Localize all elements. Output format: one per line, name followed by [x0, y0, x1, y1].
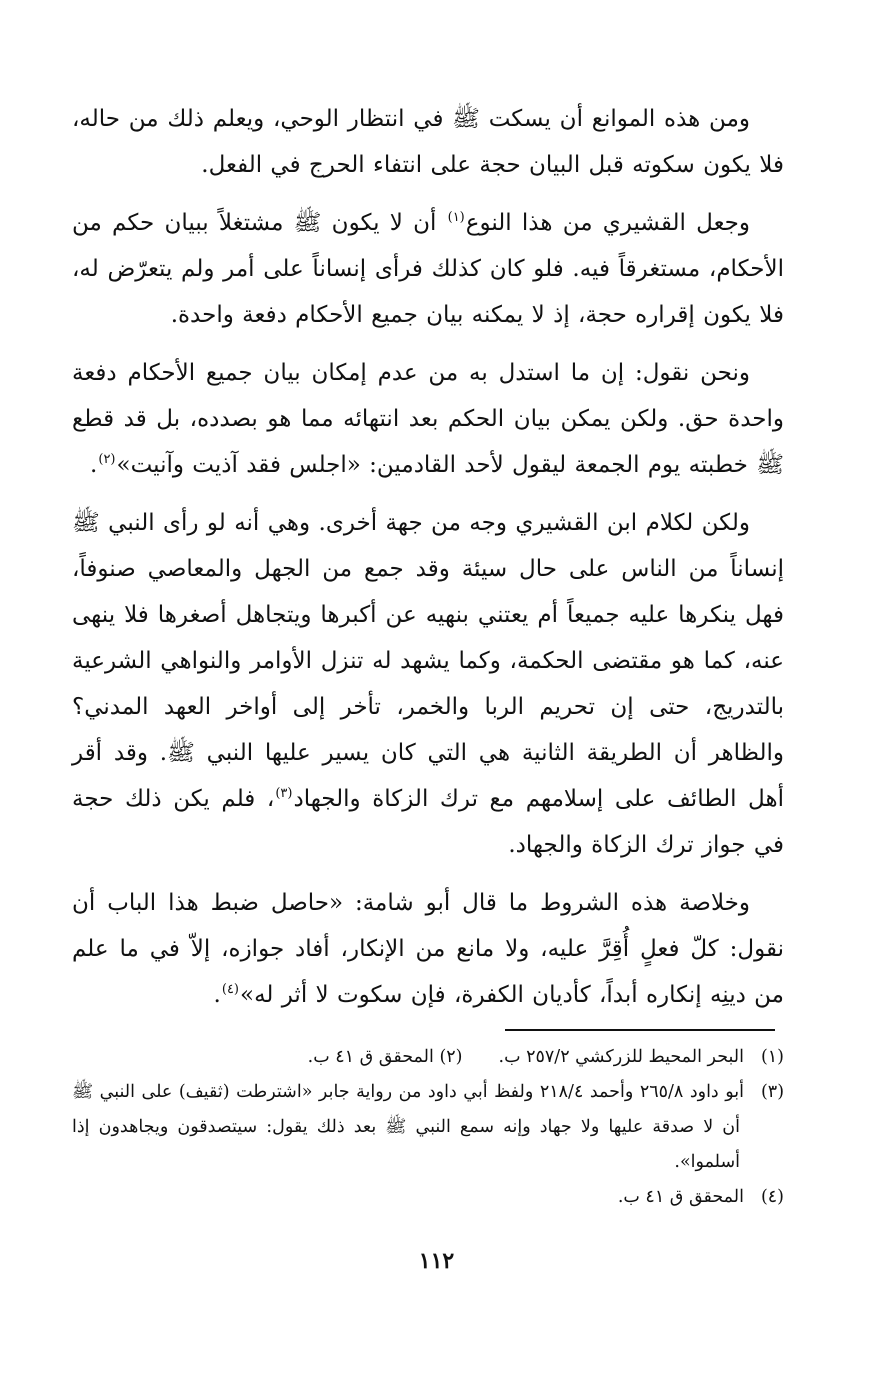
paragraph-text: . — [90, 452, 98, 478]
footnote-divider — [505, 1029, 775, 1031]
footnote-number: (٤) — [760, 1187, 784, 1207]
footnote-1 — [72, 1040, 784, 1075]
paragraph-text: وخلاصة هذه الشروط ما قال أبو شامة: «حاصل ضبط هذا الباب أن نقول: كلّ فعلٍ أُقِرَّ عليه، ولا مانع من الإنكار، أفاد جوازه، إلاّ في ما علم من دينِه إنكاره أبداً، كأديان الكفرة، فإن سكوت لا أثر له» — [72, 890, 784, 1008]
paragraph-1 — [72, 96, 784, 188]
paragraph-text: . — [213, 982, 221, 1008]
footnote-text: البحر المحيط للزركشي ٢٥٧/٢ ب. — [498, 1047, 744, 1067]
footnote-text: أبو داود ٢٦٥/٨ وأحمد ٢١٨/٤ ولفظ أبي داود من رواية جابر «اشترطت (ثقيف) على النبي ﷺ أن لا صدقة عليها ولا جهاد وإنه سمع النبي ﷺ بعد ذلك يقول: سيتصدقون ويجاهدون إذا أسلموا». — [72, 1082, 745, 1172]
paragraph-3 — [72, 350, 784, 488]
footnote-text: المحقق ق ٤١ ب. — [307, 1047, 434, 1067]
footnote-ref-3[interactable]: (٣) — [275, 786, 293, 802]
paragraph-text: ومن هذه الموانع أن يسكت ﷺ في انتظار الوحي، ويعلم ذلك من حاله، فلا يكون سكوته قبل البيان حجة على انتفاء الحرج في الفعل. — [72, 106, 784, 178]
main-text — [72, 96, 784, 1030]
paragraph-5 — [72, 880, 784, 1018]
paragraph-2 — [72, 200, 784, 338]
paragraph-text: وجعل القشيري من هذا النوع — [465, 210, 750, 236]
paragraph-4 — [72, 500, 784, 868]
paragraph-text: ونحن نقول: إن ما استدل به من عدم إمكان بيان جميع الأحكام دفعة واحدة حق. ولكن يمكن بيان الحكم بعد انتهائه مما هو بصدده، بل قد قطع ﷺ خطبته يوم الجمعة ليقول لأحد القادمين: «اجلس فقد آذيت وآنيت» — [72, 360, 784, 478]
footnote-number: (١) — [760, 1047, 784, 1067]
page-number: ١١٢ — [418, 1248, 455, 1274]
paragraph-text: ولكن لكلام ابن القشيري وجه من جهة أخرى. وهي أنه لو رأى النبي ﷺ إنساناً من الناس على حال سيئة وقد جمع من الجهل والمعاصي صنوفاً، فهل ينكرها عليه جميعاً أم يعتني بنهيه عن أكبرها ويتجاهل أصغرها فلا ينهى عنه، كما هو مقتضى الحكمة، وكما يشهد له تنزل الأوامر والنواهي الشرعية بالتدريج، حتى إن تحريم الربا والخمر، تأخر إلى أواخر العهد المدني؟ والظاهر أن الطريقة الثانية هي التي كان يسير عليها النبي ﷺ. وقد أقر أهل الطائف على إسلامهم مع ترك الزكاة والجهاد — [72, 510, 784, 812]
footnote-number: (٢) — [439, 1047, 463, 1067]
footnote-ref-4[interactable]: (٤) — [221, 982, 239, 998]
paragraph-text: ، فلم يكن ذلك حجة في جواز ترك الزكاة والجهاد. — [72, 786, 784, 858]
footnotes — [72, 1040, 784, 1215]
footnote-number: (٣) — [760, 1082, 785, 1102]
footnote-4 — [72, 1180, 784, 1215]
footnote-ref-2[interactable]: (٢) — [98, 452, 116, 468]
paragraph-text: أن لا يكون ﷺ مشتغلاً ببيان حكم من الأحكام، مستغرقاً فيه. فلو كان كذلك فرأى إنساناً على أمر ولم يتعرّض له، فلا يكون إقراره حجة، إذ لا يمكنه بيان جميع الأحكام دفعة واحدة. — [72, 210, 784, 328]
footnote-3 — [72, 1075, 784, 1180]
footnote-ref-1[interactable]: (١) — [447, 210, 465, 226]
footnote-text: المحقق ق ٤١ ب. — [617, 1187, 744, 1207]
